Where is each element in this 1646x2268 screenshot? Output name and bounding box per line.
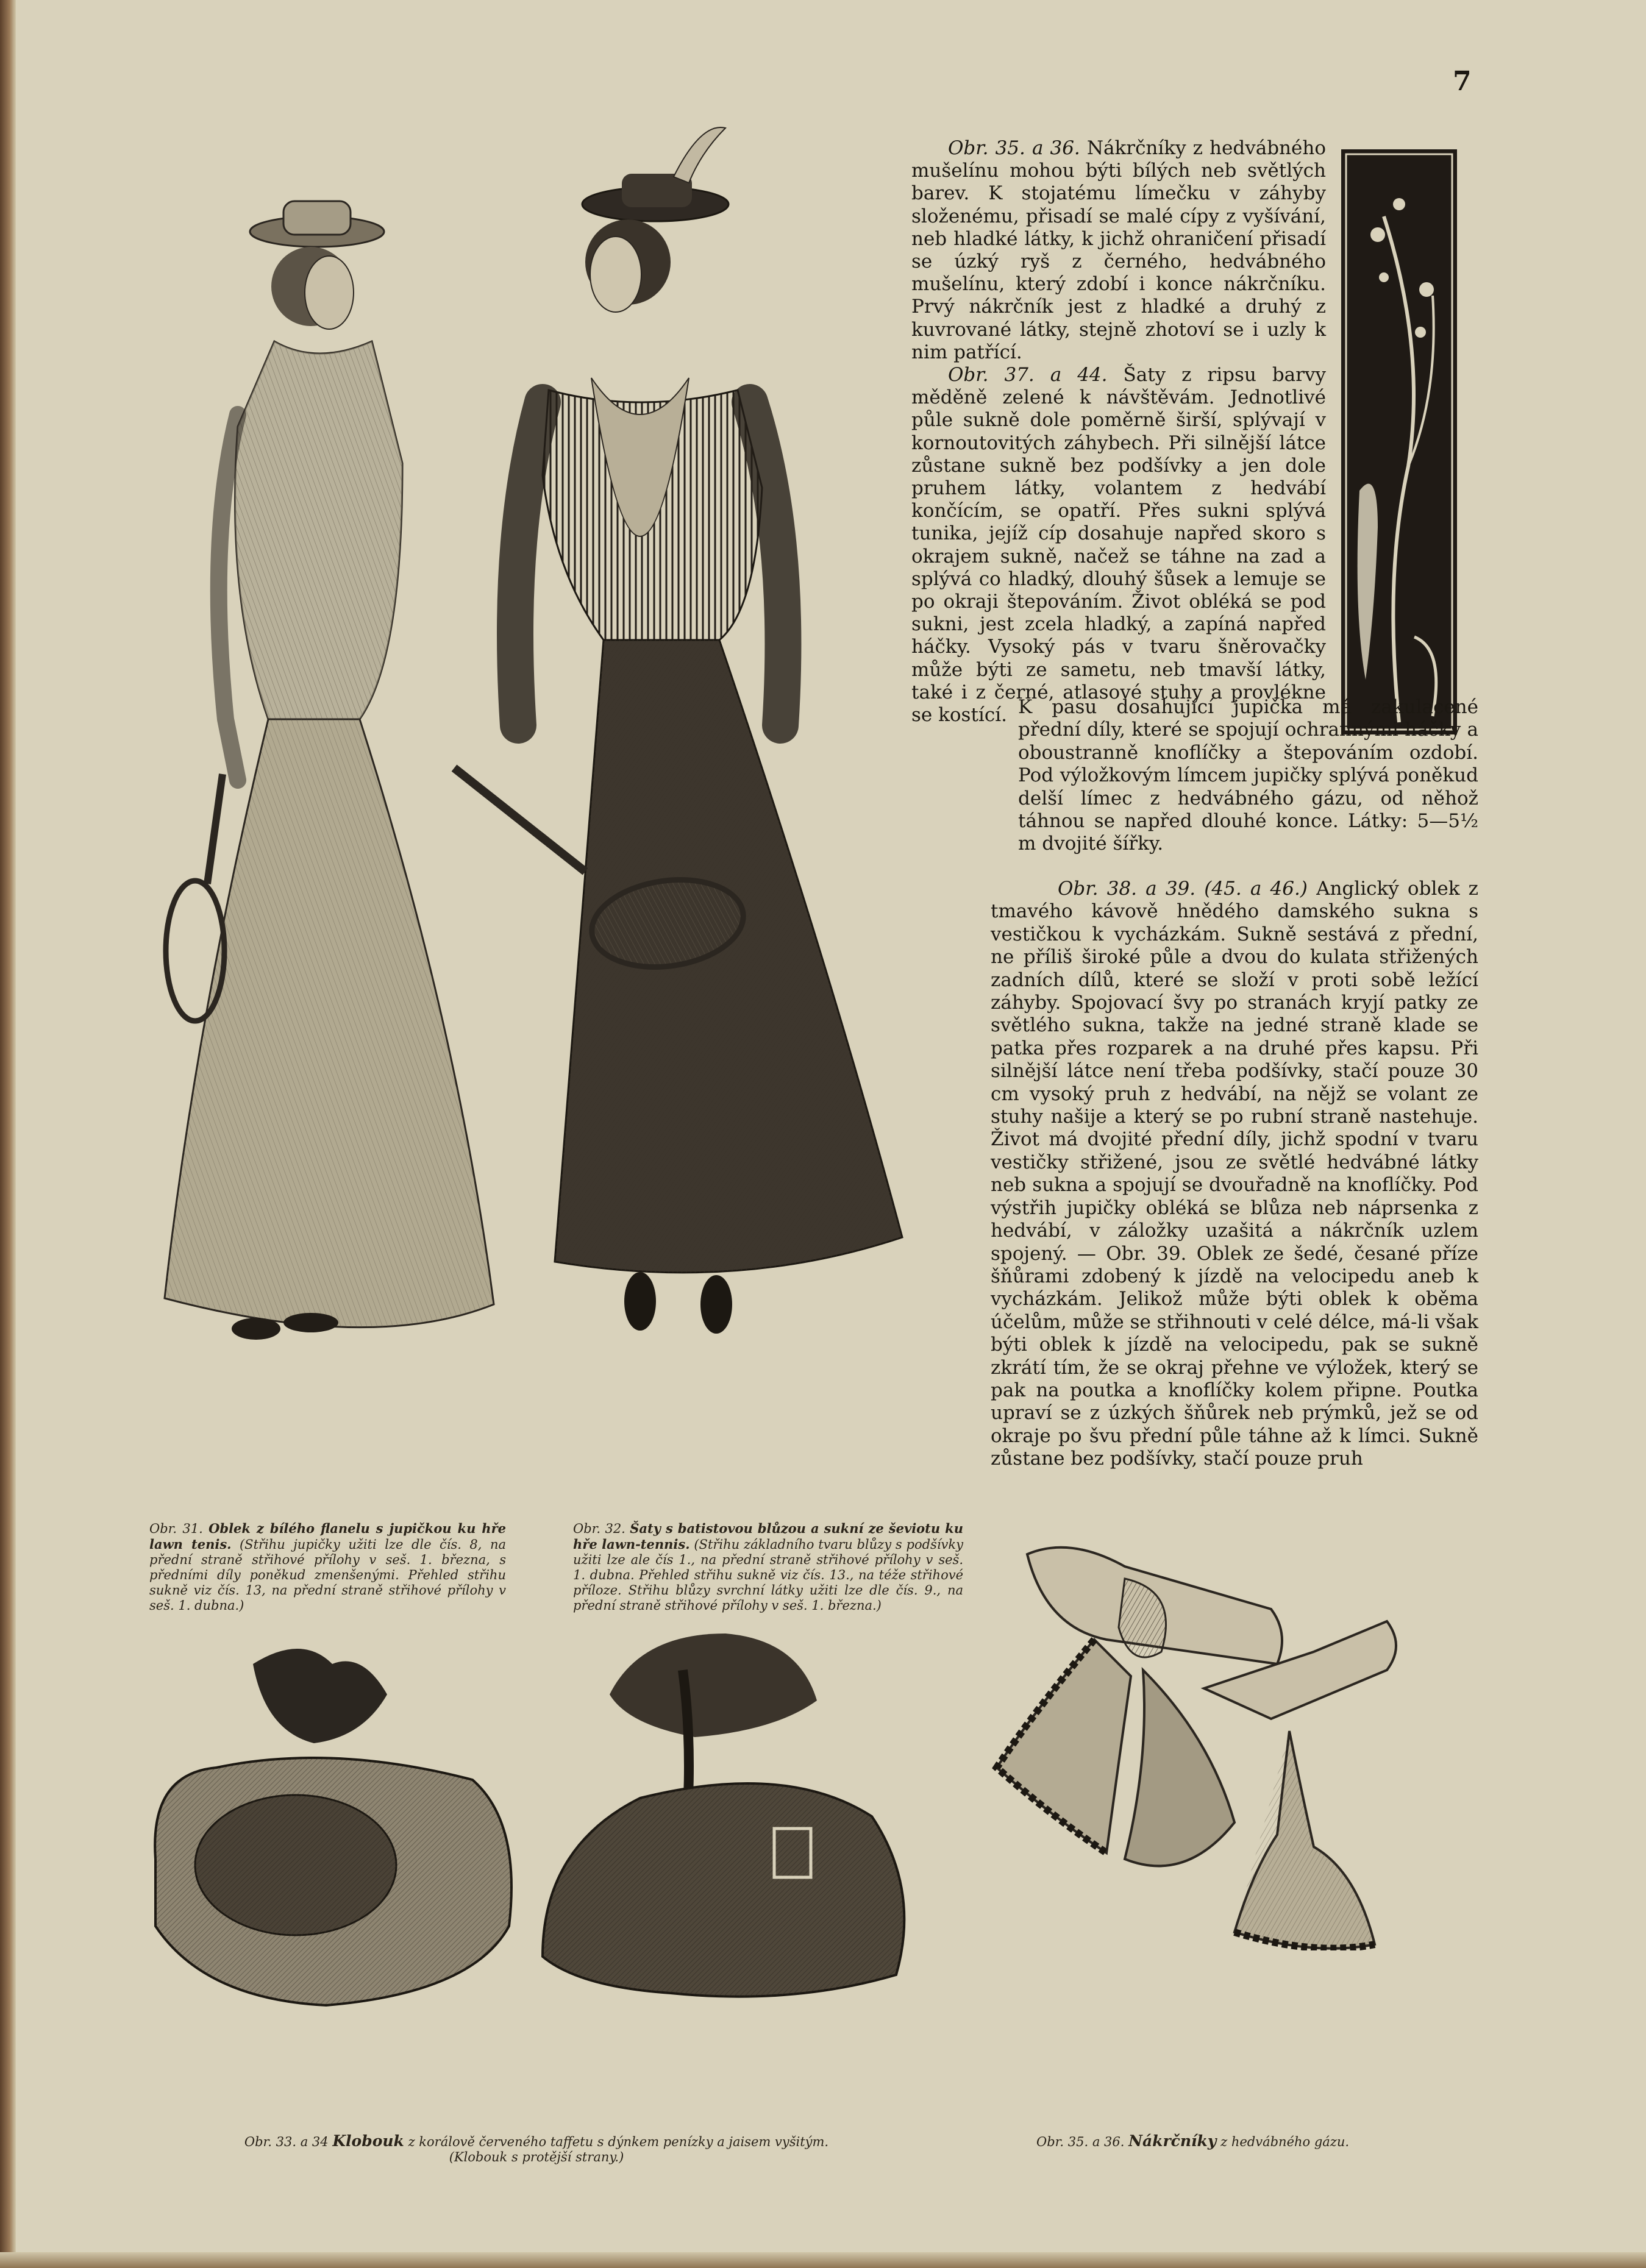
paragraph-rips-dress [911,364,1326,727]
page-bottom-edge [0,2252,1646,2268]
page-binding-edge [0,0,16,2268]
paragraph-english-suit-body: Anglický oblek z tmavého kávově hnědého damského sukna s vestičkou k vycházkám. Sukně sestává z přední, ne příliš široké půle a dvou do kulata střižených zadních dílů, které se složí v proti sobě ležící záhyby. Spojovací švy po stranách kryjí patky ze světlého sukna, takže na jedné straně klade se patka přes rozparek a na druhé přes kapsu. Při silnější látce není třeba podšívky, stačí pouze 30 cm vysoký pruh z hedvábí, na nějž se volant ze stuhy našije a který se po rubní straně nastehuje. Život má dvojité přední díly, jichž spodní v tvaru vestičky střižené, jsou ze světlé hedvábné látky neb sukna a spojují se dvouřadně na knoflíčky. Pod výstřih jupičky obléká se blůza neb náprsenka z hedvábí, v záložky uzašitá a nákrčník uzlem spojený. — Obr. 39. Oblek ze šedé, česané příze šňůrami zdobený k jízdě na velocipedu aneb k vycházkám. Jelikož může býti oblek k oběma účelům, může se střihnouti v celé délce, má-li však býti oblek k jízdě na velocipedu, pak se sukně zkrátí tím, že se okraj přehne ve výložek, který se pak na poutka a knoflíčky kolem připne. Poutka upraví se z úzkých šňůrek neb prýmků, jež se od okraje po švu přední půle táhne až k límci. Sukně zůstane bez podšívky, stačí pouze pruh [991,878,1478,1470]
art-nouveau-vignette [1341,149,1457,734]
paragraph-neckties [911,137,1326,364]
caption-fig-35-36 [1036,2133,1463,2150]
caption-fig-35-title: Nákrčníky [1128,2132,1217,2150]
caption-fig-31 [149,1521,506,1613]
caption-fig-32-body: (Střihu základního tvaru blůzy s podšívky užiti lze ale čís 1., na přední straně střihové přílohy v seš. 1. dubna. Přehled střihu sukně viz čís. 13., na téže střihové příloze. Střihu blůzy svrchní látky užiti lze dle čís. 9., na přední straně střihové přílohy v seš. 1. března.) [573,1537,963,1613]
hat-back-engraving [530,1615,921,2005]
neckties-engraving [985,1530,1460,1950]
figure-ref-37-44: Obr. 37. a 44. [948,364,1108,386]
caption-fig-31-body: (Střihu jupičky užiti lze dle čís. 8, na přední straně střihové přílohy v seš. 1. března, s předními díly poněkud zmenšenými. Přehled střihu sukně viz čís. 13, na přední straně střihové přílohy v seš. 1. dubna.) [149,1537,506,1613]
caption-fig-31-title: Oblek z bílého flanelu s jupičkou ku hře lawn tenis. [149,1521,506,1552]
caption-fig-33-sub: (Klobouk s protější strany.) [449,2150,624,2164]
two-women-tennis-engraving [116,110,921,1487]
caption-fig-35-body: z hedvábného gázu. [1220,2135,1350,2149]
article-text-english-suit [991,878,1478,1471]
caption-fig-32-ref: Obr. 32. [573,1521,625,1536]
page-number: 7 [1453,66,1472,97]
caption-fig-35-ref: Obr. 35. a 36. [1036,2135,1125,2149]
paragraph-neckties-body: Nákrčníky z hedvábného mušelínu mohou býti bílých neb světlých barev. K stojatému límečku v záhyby složenému, přisadí se malé cípy z vyšívání, neb hladké látky, k jichž ohraničení přisadí se úzký ryš z černého, hedvábného mušelínu, který zdobí i konce nákrčníku. Prvý nákrčník jest z hladké a druhý z kuvrované látky, stejně zhotoví se i uzly k nim patřící. [911,137,1326,363]
paragraph-english-suit [991,878,1478,1471]
caption-fig-33-ref: Obr. 33. a 34 [244,2135,329,2149]
article-text-column [911,137,1326,727]
article-text-jacket [1018,696,1478,856]
caption-fig-33-34 [152,2133,921,2165]
figure-ref-35-36: Obr. 35. a 36. [948,137,1080,159]
caption-fig-33-body: z korálově červeného taffetu s dýnkem penízky a jaisem vyšitým. [408,2135,829,2149]
hat-front-engraving [131,1640,533,2011]
paragraph-rips-dress-body: Šaty z ripsu barvy měděně zelené k návštěvám. Jednotlivé půle sukně dole poměrně širší, splývají v kornoutovitých záhybech. Při silnější látce zůstane sukně bez podšívky a jen dole pruhem látky, volantem z hedvábí končícím, se opatří. Přes sukni splývá tunika, jejíž cíp dosahuje napřed skoro s okrajem sukně, načež se táhne na zad a splývá co hladký, dlouhý šůsek a lemuje se po okraji štepováním. Život obléká se pod sukni, jest zcela hladký, a zapíná napřed háčky. Vysoký pás v tvaru šněrovačky může býti ze sametu, neb tmavší látky, také i z černé, atlasové stuhy a provlékne se kostící. [911,364,1326,727]
caption-fig-32 [573,1521,963,1613]
caption-fig-32-title: Šaty s batistovou blůzou a sukní ze ševiotu ku hře lawn-tennis. [573,1521,963,1552]
figure-ref-38-39: Obr. 38. a 39. (45. a 46.) [1058,878,1308,900]
paragraph-jacket: K pasu dosahující jupička má zakulacené přední díly, které se spojují ochrannými háčky a oboustranně knoflíčky a štepováním ozdobí. Pod výložkovým límcem jupičky splývá poněkud delší límec z hedvábného gázu, od něhož táhnou se napřed dlouhé konce. Látky: 5—5½ m dvojité šířky. [1018,696,1478,855]
caption-fig-31-ref: Obr. 31. [149,1521,203,1536]
caption-fig-33-title: Klobouk [332,2132,404,2150]
